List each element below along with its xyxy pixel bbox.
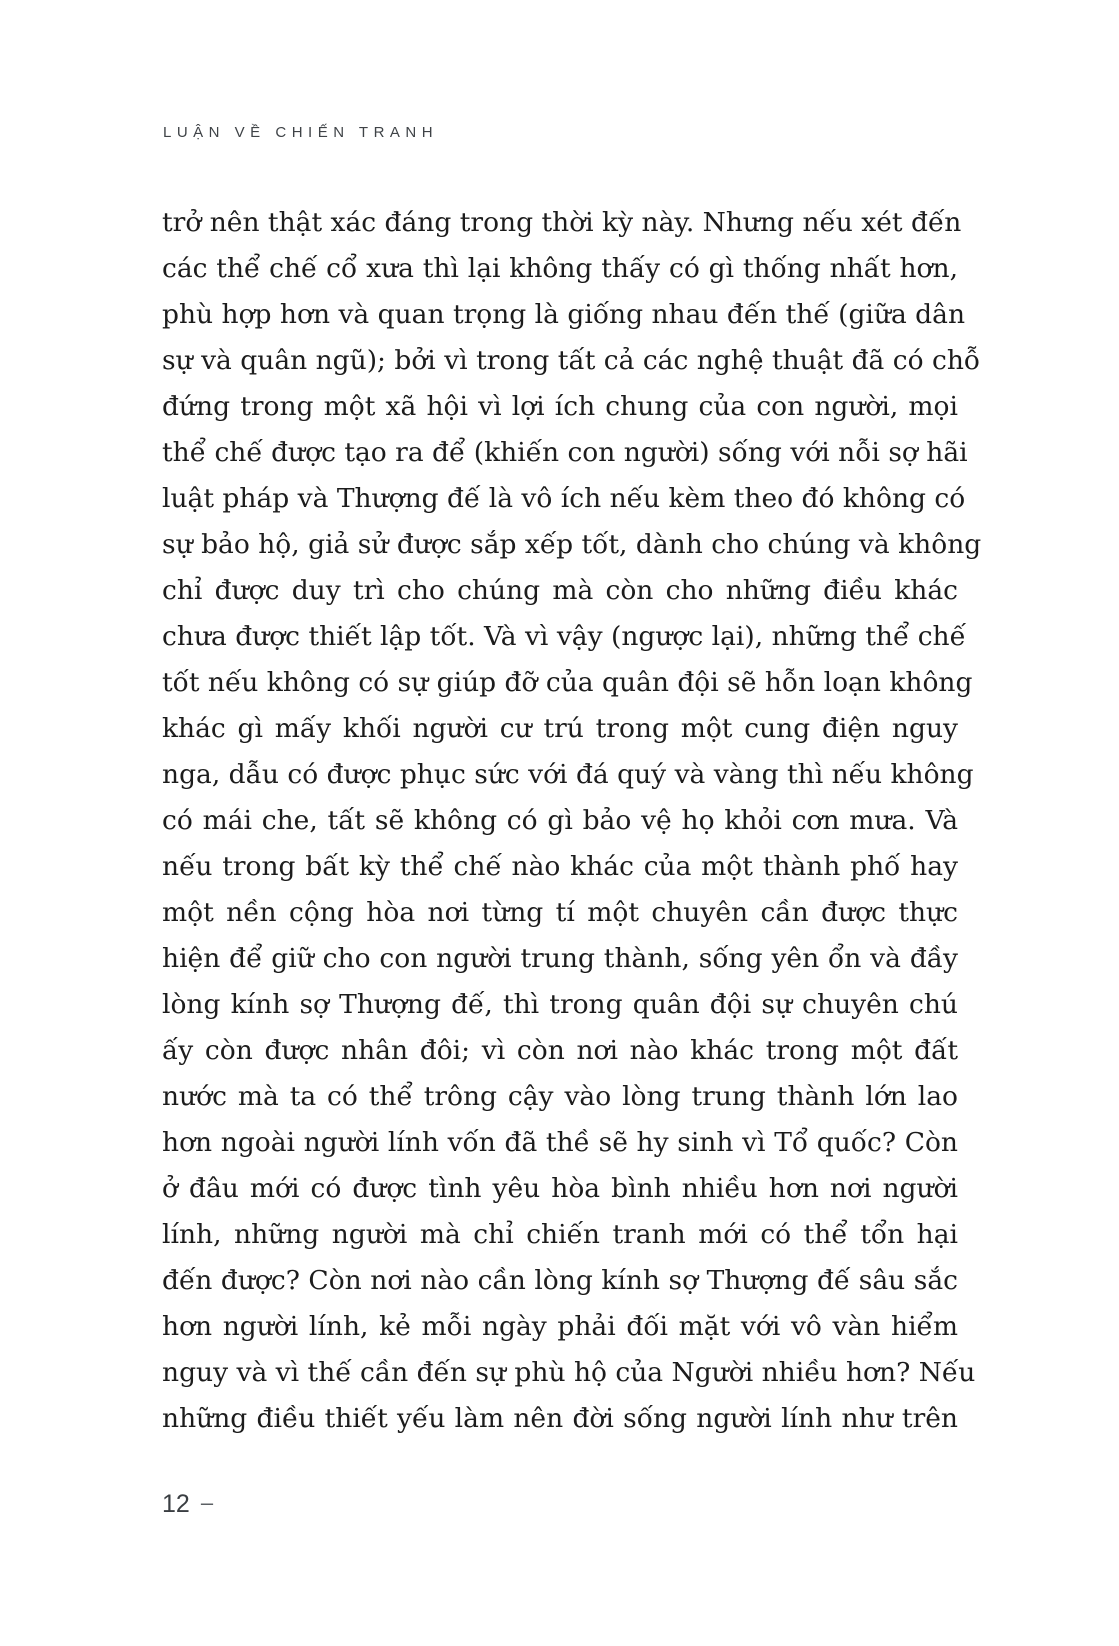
body-line: đứng trong một xã hội vì lợi ích chung của con người, mọi (162, 391, 958, 422)
body-line: tốt nếu không có sự giúp đỡ của quân đội sẽ hỗn loạn không (162, 667, 973, 698)
body-line: chưa được thiết lập tốt. Và vì vậy (ngược lại), những thể chế (162, 621, 966, 652)
body-line: khác gì mấy khối người cư trú trong một cung điện nguy (162, 713, 958, 744)
body-line: nếu trong bất kỳ thể chế nào khác của một thành phố hay (162, 851, 958, 882)
page-footer (162, 1490, 213, 1519)
body-line: hơn ngoài người lính vốn đã thề sẽ hy sinh vì Tổ quốc? Còn (162, 1127, 958, 1158)
body-line: sự và quân ngũ); bởi vì trong tất cả các nghệ thuật đã có chỗ (162, 345, 981, 376)
body-line: hiện để giữ cho con người trung thành, sống yên ổn và đầy (162, 943, 958, 974)
body-line: một nền cộng hòa nơi từng tí một chuyên cần được thực (162, 897, 958, 928)
body-line: lính, những người mà chỉ chiến tranh mới có thể tổn hại (162, 1219, 958, 1250)
body-line: trở nên thật xác đáng trong thời kỳ này. Nhưng nếu xét đến (162, 207, 962, 238)
body-line: nguy và vì thế cần đến sự phù hộ của Người nhiều hơn? Nếu (162, 1357, 976, 1388)
body-line: những điều thiết yếu làm nên đời sống người lính như trên (162, 1403, 958, 1434)
body-line: ấy còn được nhân đôi; vì còn nơi nào khác trong một đất (162, 1035, 958, 1066)
page-number-dash: – (200, 1489, 214, 1515)
body-line: sự bảo hộ, giả sử được sắp xếp tốt, dành cho chúng và không (162, 529, 982, 560)
body-line: có mái che, tất sẽ không có gì bảo vệ họ khỏi cơn mưa. Và (162, 805, 958, 836)
body-line: lòng kính sợ Thượng đế, thì trong quân đội sự chuyên chú (162, 989, 958, 1020)
body-line: luật pháp và Thượng đế là vô ích nếu kèm theo đó không có (162, 483, 966, 514)
body-line: nước mà ta có thể trông cậy vào lòng trung thành lớn lao (162, 1081, 958, 1112)
body-line: các thể chế cổ xưa thì lại không thấy có gì thống nhất hơn, (162, 253, 958, 284)
body-line: hơn người lính, kẻ mỗi ngày phải đối mặt với vô vàn hiểm (162, 1311, 958, 1342)
body-line: đến được? Còn nơi nào cần lòng kính sợ Thượng đế sâu sắc (162, 1265, 958, 1296)
body-line: nga, dẫu có được phục sức với đá quý và vàng thì nếu không (162, 759, 974, 790)
body-line: phù hợp hơn và quan trọng là giống nhau đến thế (giữa dân (162, 299, 966, 330)
body-line: chỉ được duy trì cho chúng mà còn cho những điều khác (162, 575, 958, 606)
body-line: thể chế được tạo ra để (khiến con người) sống với nỗi sợ hãi (162, 437, 968, 468)
body-line: ở đâu mới có được tình yêu hòa bình nhiều hơn nơi người (162, 1173, 958, 1204)
running-head: LUẬN VỀ CHIẾN TRANH (163, 124, 439, 141)
page-number: 12 (162, 1490, 190, 1518)
body-text (162, 200, 982, 1442)
